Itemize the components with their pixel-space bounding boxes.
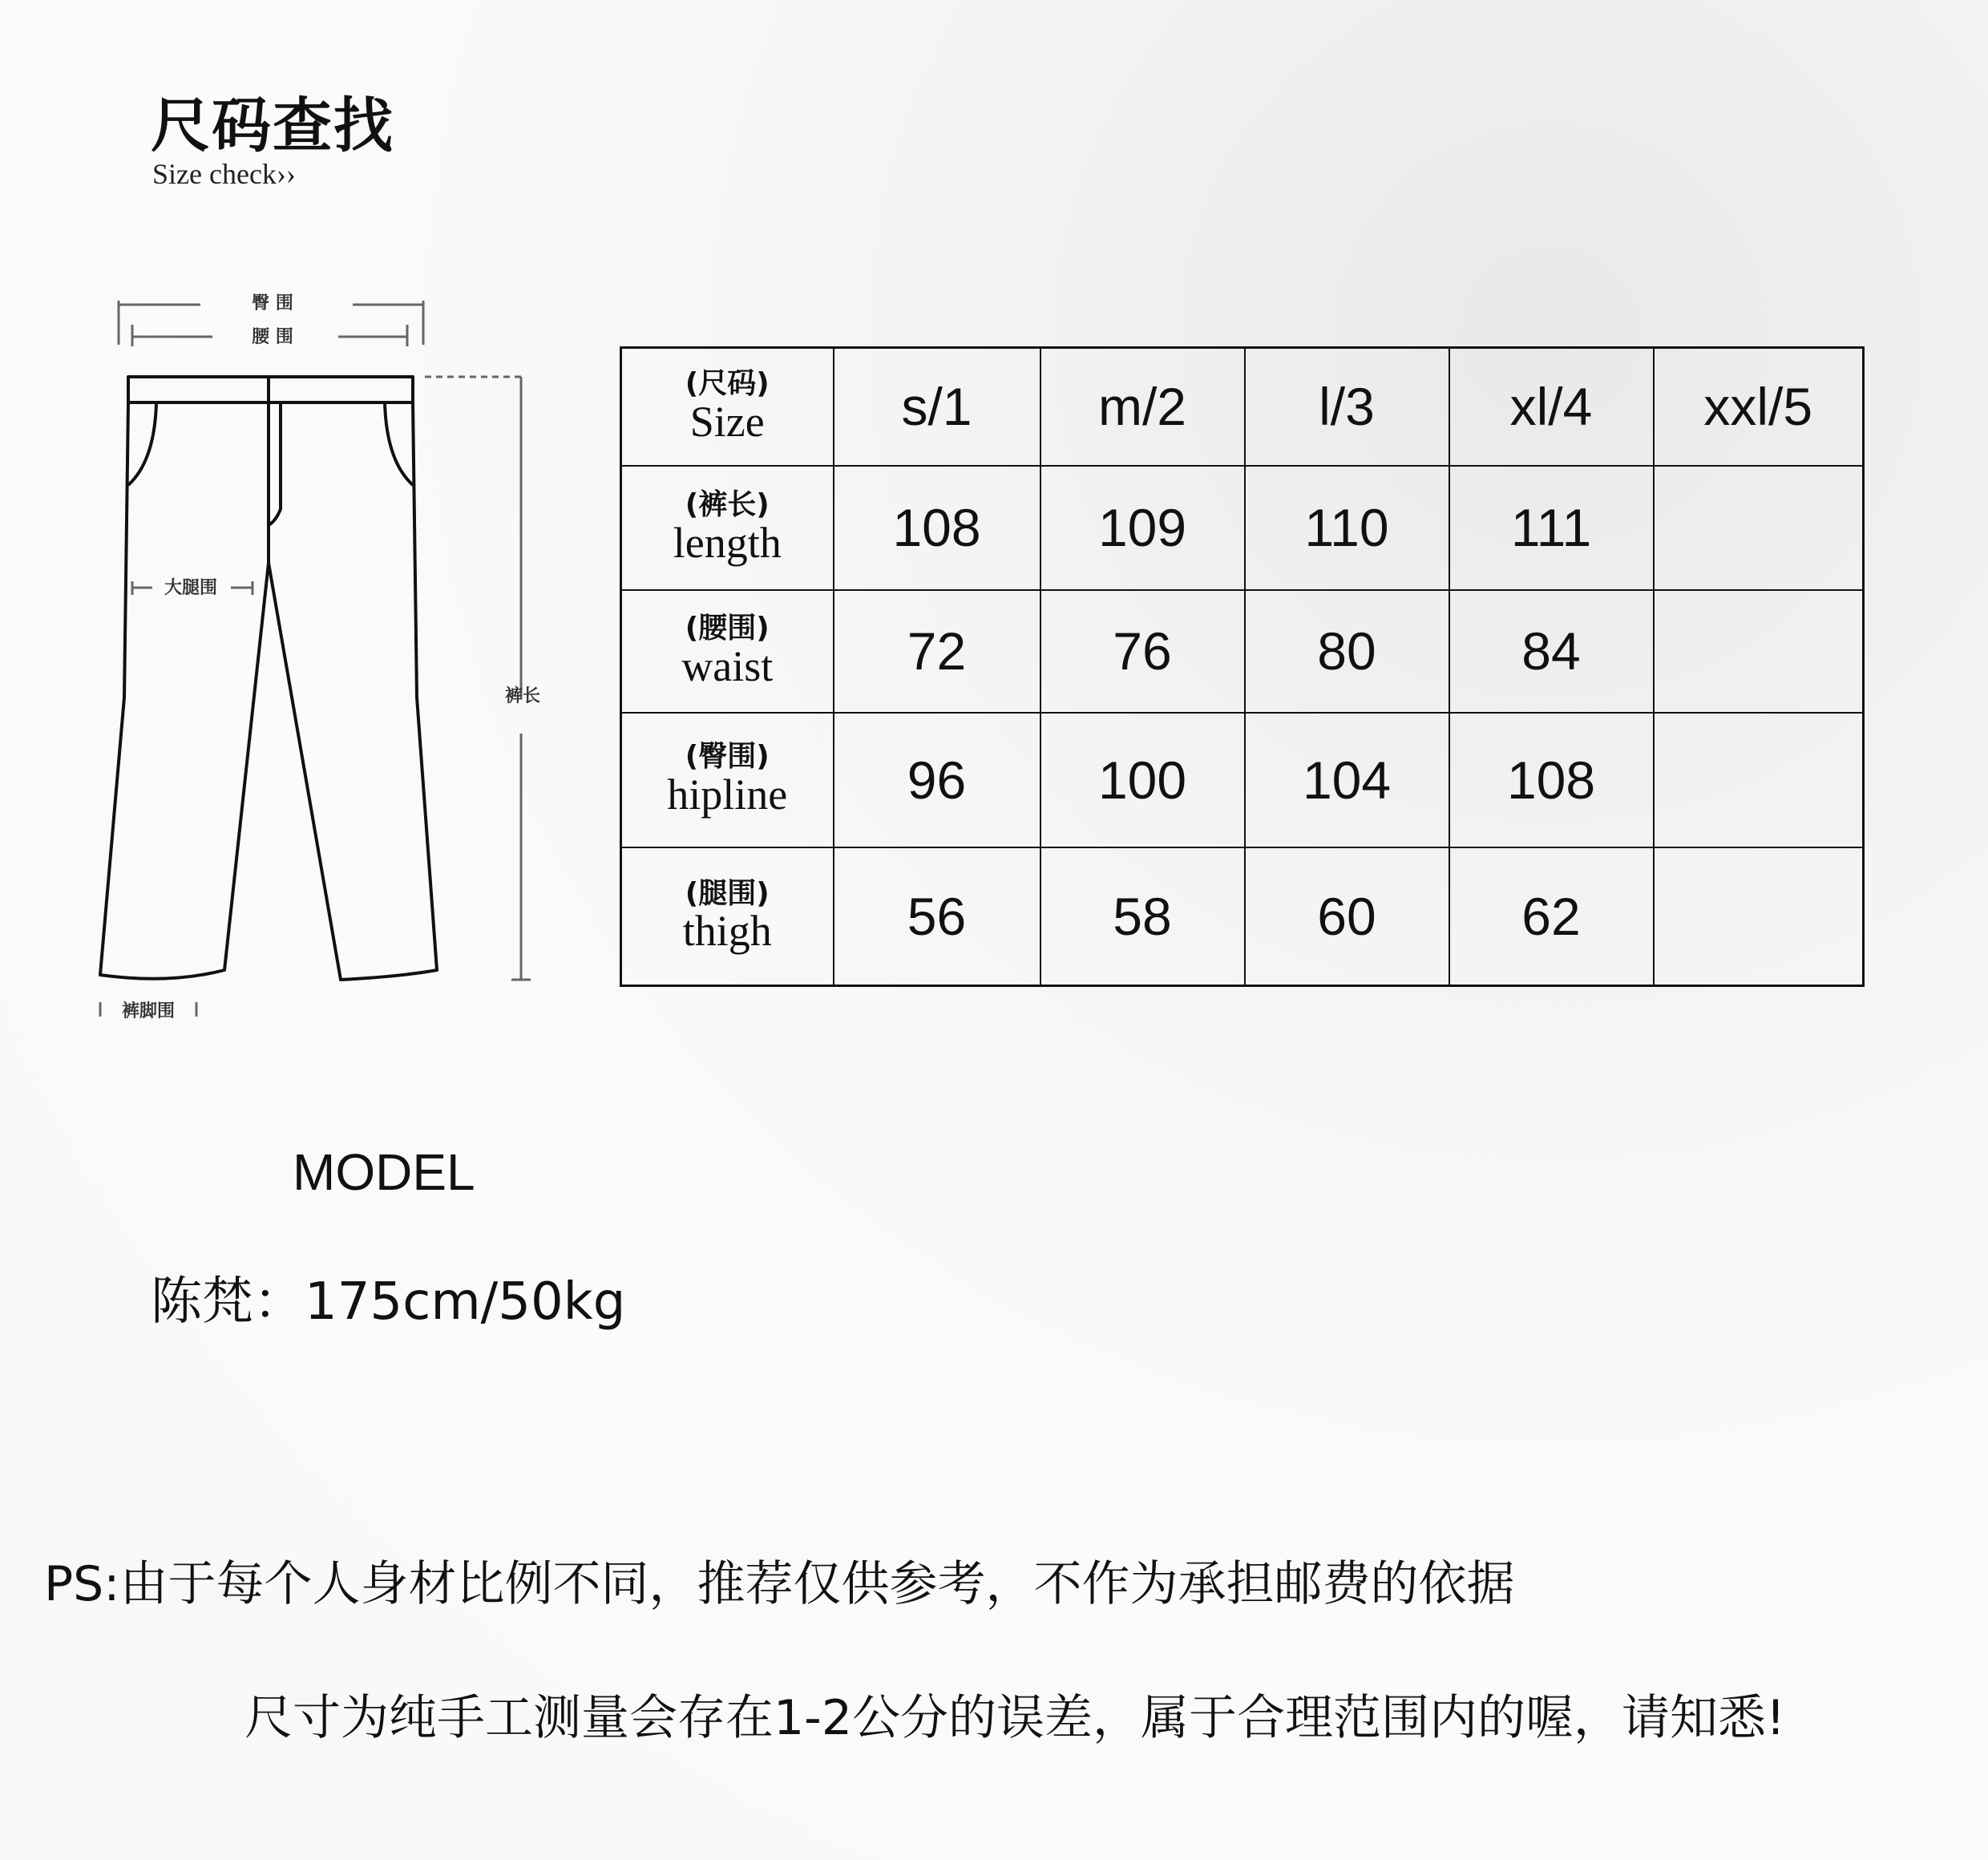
row-label-hipline: (臀围) hipline <box>621 713 834 847</box>
model-info: 陈梵：175cm/50kg <box>151 1272 626 1332</box>
table-row-length <box>621 466 1864 590</box>
size-column-xl: xl/4 <box>1449 348 1654 466</box>
table-cell: 60 <box>1245 847 1449 986</box>
page-title: 尺码查找 <box>151 91 394 160</box>
table-row-waist <box>621 590 1864 713</box>
model-heading: MODEL <box>293 1143 475 1201</box>
row-label-length: (裤长) length <box>621 466 834 590</box>
size-column-s: s/1 <box>834 348 1040 466</box>
table-row-hipline <box>621 713 1864 847</box>
size-header-cell: (尺码) Size <box>621 348 834 466</box>
note-line-1: PS:由于每个人身材比例不同，推荐仅供参考，不作为承担邮费的依据 <box>44 1556 1515 1612</box>
table-cell: 58 <box>1040 847 1245 986</box>
table-cell: 108 <box>1449 713 1654 847</box>
size-column-l: l/3 <box>1245 348 1449 466</box>
hem-label: 裤脚围 <box>121 1001 176 1021</box>
table-cell: 56 <box>834 847 1040 986</box>
table-row-thigh <box>621 847 1864 986</box>
table-cell: 62 <box>1449 847 1654 986</box>
row-label-waist: (腰围) waist <box>621 590 834 713</box>
page-subtitle: Size check›› <box>152 158 296 190</box>
table-cell: 76 <box>1040 590 1245 713</box>
row-label-thigh: (腿围) thigh <box>621 847 834 986</box>
table-cell: 96 <box>834 713 1040 847</box>
size-column-xxl: xxl/5 <box>1654 348 1864 466</box>
table-cell <box>1654 713 1864 847</box>
table-cell: 109 <box>1040 466 1245 590</box>
table-cell: 108 <box>834 466 1040 590</box>
table-cell: 84 <box>1449 590 1654 713</box>
table-cell: 72 <box>834 590 1040 713</box>
waist-label: 腰 围 <box>252 327 293 347</box>
length-label: 裤长 <box>504 686 541 706</box>
thigh-label: 大腿围 <box>164 578 218 598</box>
size-table <box>620 346 1865 987</box>
table-cell <box>1654 466 1864 590</box>
table-cell <box>1654 847 1864 986</box>
pants-size-diagram <box>88 281 569 1042</box>
hip-label: 臀 围 <box>252 293 293 313</box>
table-cell: 100 <box>1040 713 1245 847</box>
note-line-2: 尺寸为纯手工测量会存在1-2公分的误差，属于合理范围内的喔，请知悉! <box>244 1690 1786 1746</box>
table-cell: 80 <box>1245 590 1449 713</box>
size-column-m: m/2 <box>1040 348 1245 466</box>
table-header-row <box>621 348 1864 466</box>
table-cell: 110 <box>1245 466 1449 590</box>
table-cell: 104 <box>1245 713 1449 847</box>
table-cell <box>1654 590 1864 713</box>
table-cell: 111 <box>1449 466 1654 590</box>
